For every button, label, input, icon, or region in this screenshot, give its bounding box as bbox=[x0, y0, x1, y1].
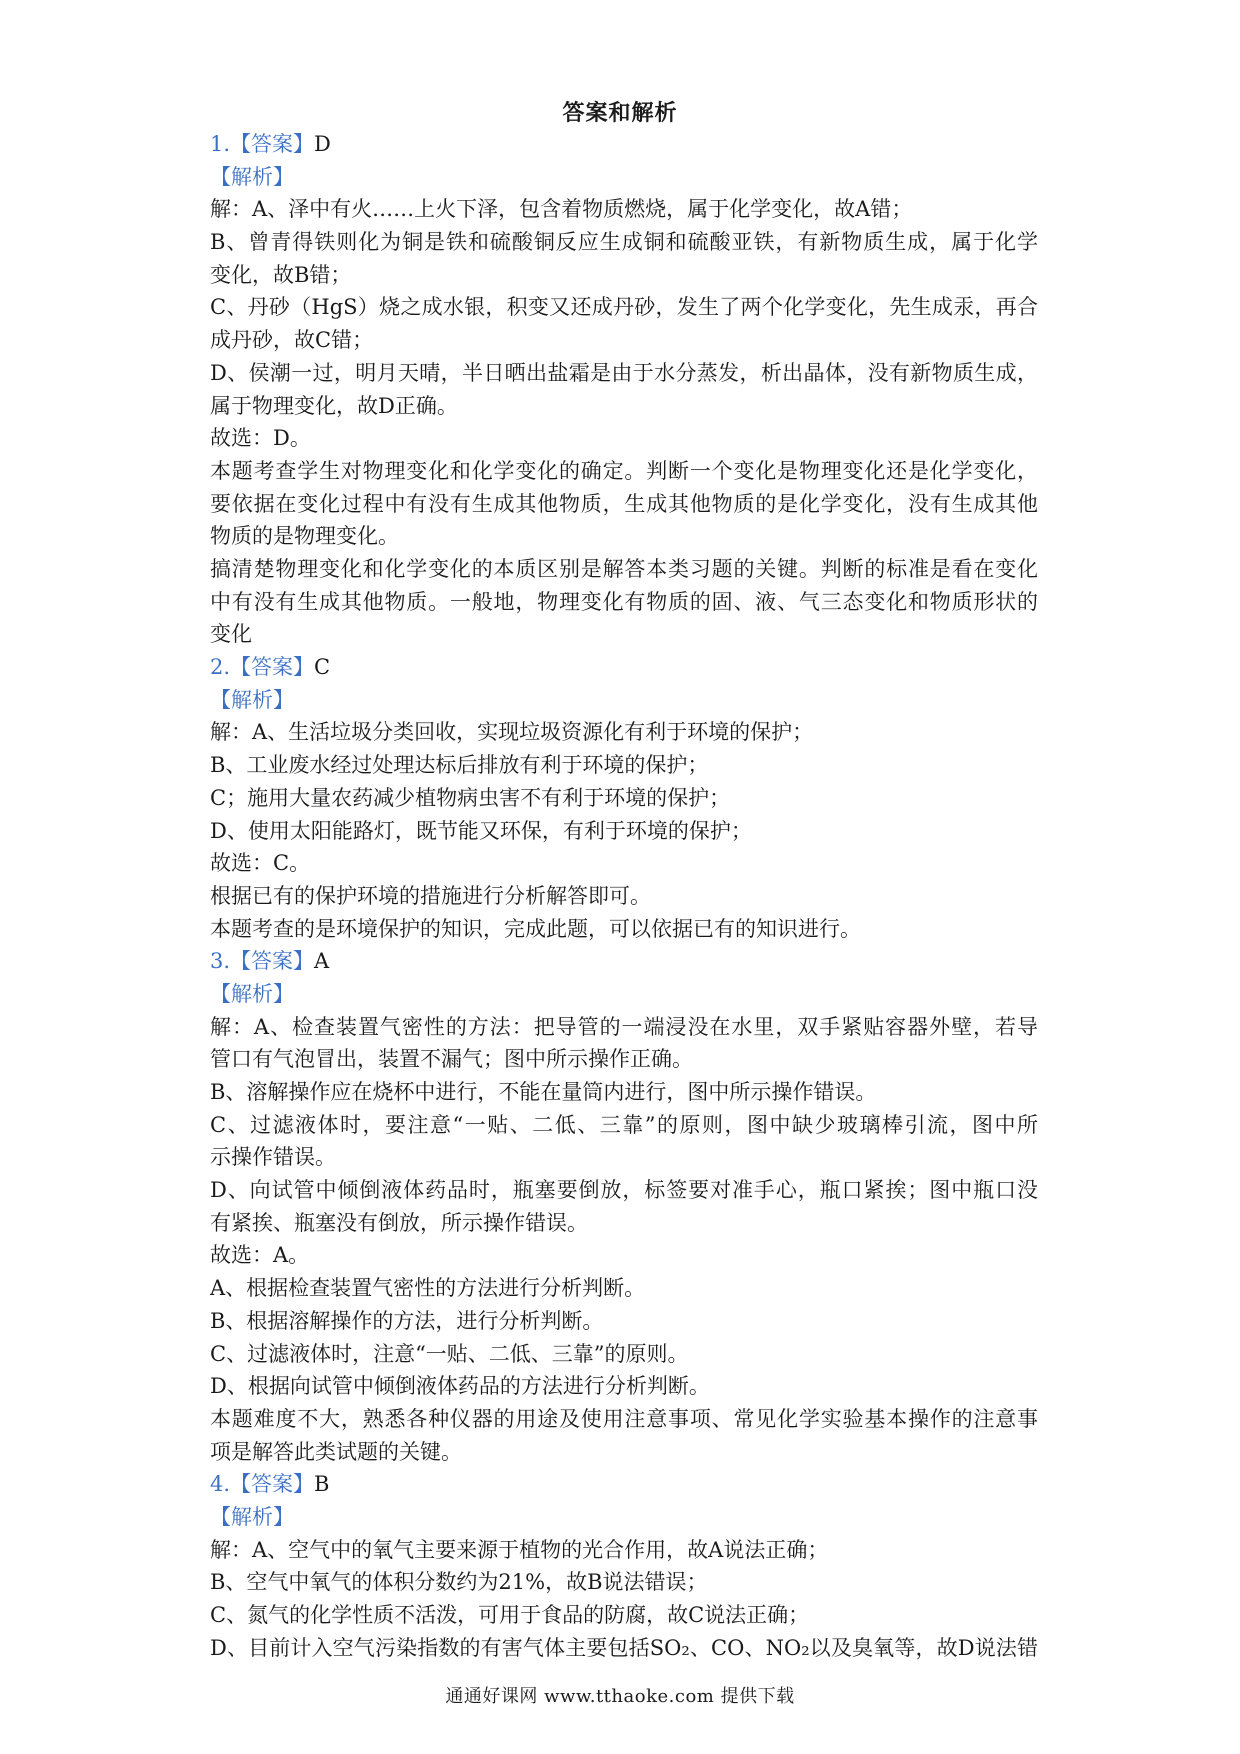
question-block bbox=[210, 128, 1038, 651]
analysis-text-line: B、根据溶解操作的方法，进行分析判断。 bbox=[210, 1308, 604, 1333]
answer-line bbox=[210, 651, 1038, 684]
analysis-text-line: A、根据检查装置气密性的方法进行分析判断。 bbox=[210, 1276, 646, 1301]
answer-value: D bbox=[314, 132, 331, 156]
answer-label: 【答案】 bbox=[230, 655, 315, 680]
answer-line bbox=[210, 1468, 1038, 1501]
analysis-text-line: C；施用大量农药减少植物病虫害不有利于环境的保护； bbox=[210, 785, 731, 810]
analysis-label: 【解析】 bbox=[210, 687, 294, 712]
analysis-text-line: D、根据向试管中倾倒液体药品的方法进行分析判断。 bbox=[210, 1374, 710, 1399]
analysis-text-line: 根据已有的保护环境的措施进行分析解答即可。 bbox=[210, 883, 651, 908]
analysis-text-line: 物质的是物理变化。 bbox=[210, 524, 399, 549]
analysis-text-line: 变化，故B错； bbox=[210, 262, 352, 287]
analysis-text-line: D、使用太阳能路灯，既节能又环保，有利于环境的保护； bbox=[210, 818, 752, 843]
question-block bbox=[210, 651, 1038, 945]
analysis-text-line: 解：A、生活垃圾分类回收，实现垃圾资源化有利于环境的保护； bbox=[210, 720, 814, 745]
page-title: 答案和解析 bbox=[562, 100, 678, 126]
analysis-text-line: 有紧挨、瓶塞没有倒放，所示操作错误。 bbox=[210, 1210, 588, 1235]
answer-line bbox=[210, 128, 1038, 161]
analysis-text-line: C、丹砂（HgS）烧之成水银，积变又还成丹砂，发生了两个化学变化，先生成汞，再合 bbox=[210, 295, 1038, 320]
analysis-text-line: 故选：A。 bbox=[210, 1243, 310, 1268]
answer-label: 【答案】 bbox=[230, 949, 315, 974]
analysis-text-line: 解：A、检查装置气密性的方法：把导管的一端浸没在水里，双手紧贴容器外壁，若导 bbox=[210, 1014, 1038, 1039]
analysis-text-line: 项是解答此类试题的关键。 bbox=[210, 1439, 462, 1464]
question-number: 1. bbox=[210, 132, 231, 156]
page-footer: 通通好课网 www.tthaoke.com 提供下载 bbox=[445, 1686, 795, 1707]
answer-value: A bbox=[314, 949, 330, 974]
analysis-text-line: 中有没有生成其他物质。一般地，物理变化有物质的固、液、气三态变化和物质形状的 bbox=[210, 589, 1038, 614]
answer-value: C bbox=[314, 655, 331, 680]
analysis-label: 【解析】 bbox=[210, 981, 294, 1006]
analysis-text-line: C、过滤液体时，要注意“一贴、二低、三靠”的原则，图中缺少玻璃棒引流，图中所 bbox=[210, 1112, 1038, 1137]
analysis-text-line: B、空气中氧气的体积分数约为21%，故B说法错误； bbox=[210, 1570, 708, 1595]
analysis-text-line: 解：A、泽中有火……上火下泽，包含着物质燃烧，属于化学变化，故A错； bbox=[210, 197, 913, 222]
analysis-label: 【解析】 bbox=[210, 1504, 294, 1529]
analysis-text-line: 成丹砂，故C错； bbox=[210, 328, 374, 353]
analysis-label: 【解析】 bbox=[210, 164, 294, 189]
analysis-text-line: 本题考查的是环境保护的知识，完成此题，可以依据已有的知识进行。 bbox=[210, 916, 861, 941]
analysis-text-line: D、目前计入空气污染指数的有害气体主要包括SO₂、CO、NO₂以及臭氧等，故D说法错 bbox=[210, 1635, 1038, 1660]
answer-content bbox=[210, 128, 1038, 1664]
analysis-text-line: 示操作错误。 bbox=[210, 1145, 336, 1170]
question-number: 4. bbox=[210, 1472, 231, 1497]
analysis-text-line: D、向试管中倾倒液体药品时，瓶塞要倒放，标签要对准手心，瓶口紧挨；图中瓶口没 bbox=[210, 1178, 1038, 1203]
analysis-text-line: 解：A、空气中的氧气主要来源于植物的光合作用，故A说法正确； bbox=[210, 1537, 829, 1562]
analysis-text-line: 故选：C。 bbox=[210, 851, 311, 876]
analysis-text-line: 故选：D。 bbox=[210, 426, 311, 451]
analysis-text-line: 变化 bbox=[210, 622, 252, 647]
analysis-text-line: 要依据在变化过程中有没有生成其他物质，生成其他物质的是化学变化，没有生成其他 bbox=[210, 491, 1038, 516]
analysis-text-line: B、工业废水经过处理达标后排放有利于环境的保护； bbox=[210, 753, 709, 778]
analysis-text-line: B、曾青得铁则化为铜是铁和硫酸铜反应生成铜和硫酸亚铁，有新物质生成，属于化学 bbox=[210, 230, 1038, 255]
question-block bbox=[210, 945, 1038, 1468]
answer-line bbox=[210, 945, 1038, 978]
analysis-text-line: 搞清楚物理变化和化学变化的本质区别是解答本类习题的关键。判断的标准是看在变化 bbox=[210, 556, 1038, 581]
answer-label: 【答案】 bbox=[230, 1472, 315, 1497]
analysis-text-line: 管口有气泡冒出，装置不漏气；图中所示操作正确。 bbox=[210, 1047, 693, 1072]
analysis-text-line: B、溶解操作应在烧杯中进行，不能在量筒内进行，图中所示操作错误。 bbox=[210, 1080, 877, 1105]
analysis-text-line: 本题难度不大，熟悉各种仪器的用途及使用注意事项、常见化学实验基本操作的注意事 bbox=[210, 1406, 1038, 1431]
analysis-text-line: 属于物理变化，故D正确。 bbox=[210, 393, 458, 418]
analysis-text-line: 本题考查学生对物理变化和化学变化的确定。判断一个变化是物理变化还是化学变化， bbox=[210, 458, 1038, 483]
analysis-text-line: C、过滤液体时，注意“一贴、二低、三靠”的原则。 bbox=[210, 1341, 689, 1366]
answer-label: 【答案】 bbox=[230, 132, 315, 156]
answer-value: B bbox=[314, 1472, 330, 1497]
analysis-text-line: C、氮气的化学性质不活泼，可用于食品的防腐，故C说法正确； bbox=[210, 1603, 810, 1628]
question-number: 2. bbox=[210, 655, 231, 680]
question-number: 3. bbox=[210, 949, 231, 974]
question-block bbox=[210, 1468, 1038, 1664]
analysis-text-line: D、侯潮一过，明月天晴，半日晒出盐霜是由于水分蒸发，析出晶体，没有新物质生成， bbox=[210, 360, 1038, 385]
